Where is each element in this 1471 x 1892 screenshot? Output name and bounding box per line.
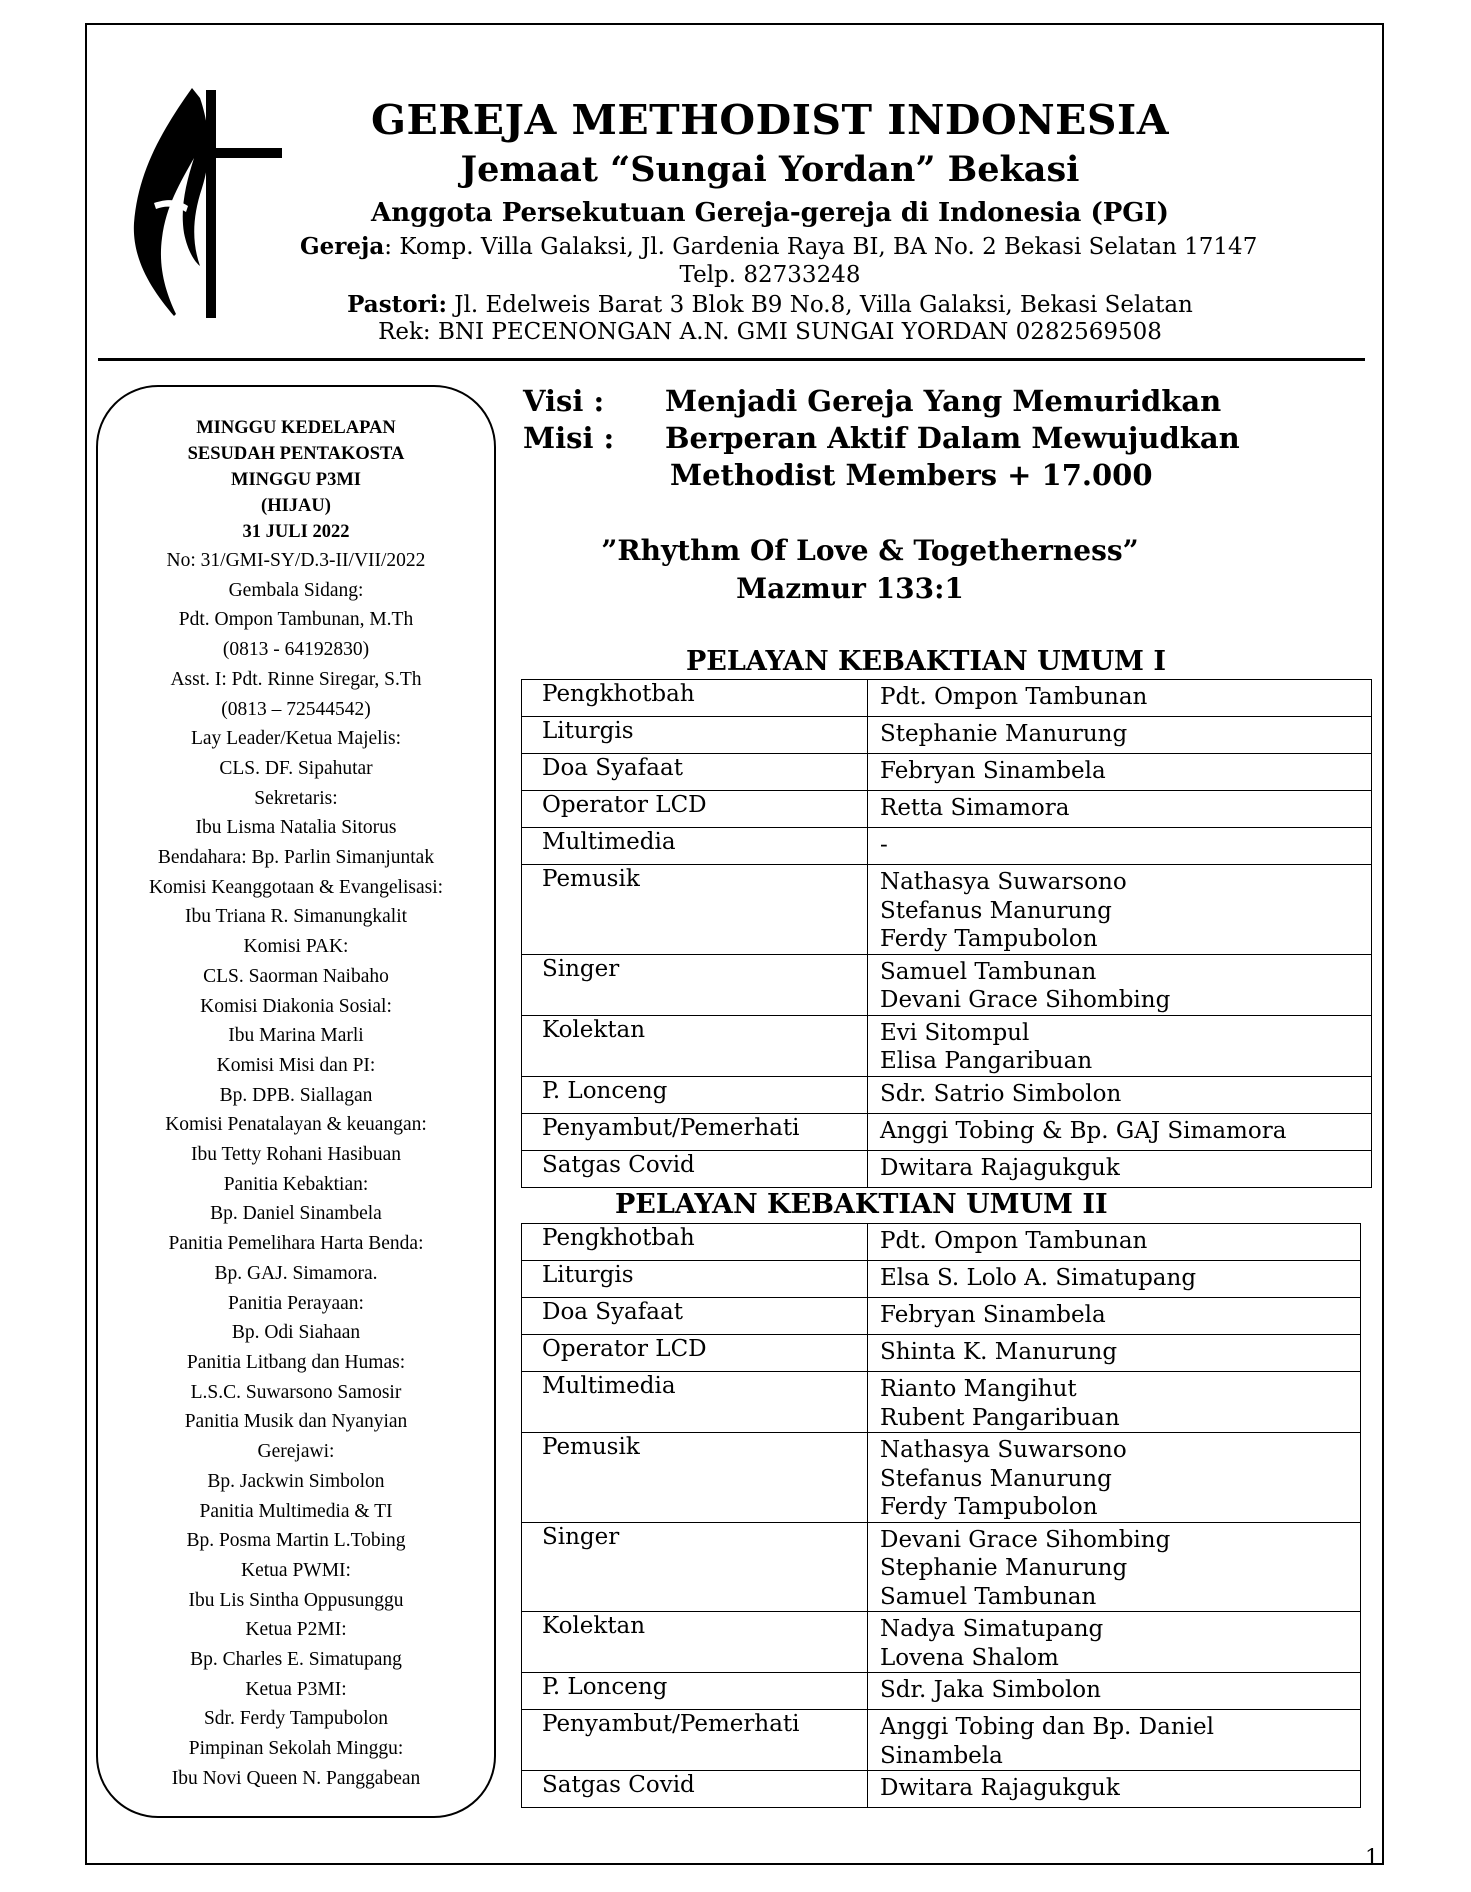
sidebar-line: Bp. Charles E. Simatupang	[190, 1649, 402, 1671]
church-address-label: Gereja	[300, 233, 385, 260]
table-row	[522, 1224, 1361, 1261]
table-row	[522, 828, 1372, 865]
sidebar-line: Ketua P3MI:	[245, 1678, 347, 1700]
sidebar-line: Bp. DPB. Siallagan	[219, 1084, 373, 1106]
visi-text: Menjadi Gereja Yang Memuridkan	[665, 384, 1222, 418]
sidebar-heading-line: MINGGU P3MI	[231, 470, 361, 490]
person-name: Sdr. Jaka Simbolon	[880, 1677, 1101, 1703]
table-row	[522, 680, 1372, 717]
person-name: Rianto Mangihut	[880, 1376, 1077, 1402]
sidebar-line: CLS. DF. Sipahutar	[219, 757, 373, 779]
role-cell: Doa Syafaat	[522, 1298, 868, 1335]
names-cell	[868, 717, 1372, 754]
table-row	[522, 1076, 1372, 1113]
names-cell	[868, 754, 1372, 791]
sidebar-heading-line: SESUDAH PENTAKOSTA	[187, 444, 405, 464]
table-row	[522, 1372, 1361, 1433]
service-1-title: PELAYAN KEBAKTIAN UMUM I	[686, 646, 1166, 677]
names-cell	[868, 865, 1372, 955]
names-cell	[868, 1076, 1372, 1113]
role-cell: P. Lonceng	[522, 1673, 868, 1710]
role-cell: Satgas Covid	[522, 1771, 868, 1808]
table-row	[522, 1673, 1361, 1710]
sidebar-line: Gerejawi:	[257, 1441, 335, 1463]
sidebar-line: Komisi Penatalayan & keuangan:	[165, 1114, 427, 1136]
visi-label: Visi :	[523, 384, 605, 418]
person-name: Elisa Pangaribuan	[880, 1048, 1093, 1074]
service-1-table	[521, 679, 1372, 1188]
names-cell	[868, 1433, 1361, 1523]
table-row	[522, 1522, 1361, 1612]
sidebar-heading-line: MINGGU KEDELAPAN	[196, 418, 396, 438]
role-cell: Pengkhotbah	[522, 1224, 868, 1261]
role-cell: Operator LCD	[522, 1335, 868, 1372]
sidebar-line: Panitia Musik dan Nyanyian	[184, 1411, 408, 1433]
church-name: GEREJA METHODIST INDONESIA	[370, 96, 1170, 144]
person-name: Pdt. Ompon Tambunan	[880, 684, 1148, 710]
role-cell: Penyambut/Pemerhati	[522, 1710, 868, 1771]
document-number: No: 31/GMI-SY/D.3-II/VII/2022	[166, 550, 426, 571]
church-address-line	[300, 233, 1258, 260]
table-row	[522, 1335, 1361, 1372]
person-name: Stefanus Manurung	[880, 897, 1112, 924]
sidebar-line: Pimpinan Sekolah Minggu:	[188, 1738, 404, 1760]
person-name: Sdr. Satrio Simbolon	[880, 1080, 1122, 1107]
misi-text-2: Methodist Members + 17.000	[670, 458, 1153, 492]
names-cell	[868, 1522, 1361, 1612]
table-row	[522, 865, 1372, 955]
names-cell	[868, 954, 1372, 1015]
person-name: Dwitara Rajagukguk	[880, 1154, 1120, 1181]
table-row	[522, 1261, 1361, 1298]
bank-account-line: Rek: BNI PECENONGAN A.N. GMI SUNGAI YORDAN 0282569508	[378, 319, 1162, 345]
sidebar-line: Sdr. Ferdy Tampubolon	[203, 1708, 389, 1730]
sidebar-line: (0813 - 64192830)	[222, 639, 370, 661]
sidebar-line: Ketua PWMI:	[241, 1559, 351, 1581]
sidebar-line: Bp. Posma Martin L.Tobing	[186, 1530, 406, 1552]
names-cell	[868, 1372, 1361, 1433]
sidebar-line: (0813 – 72544542)	[221, 698, 371, 720]
sidebar-line: CLS. Saorman Naibaho	[203, 965, 389, 987]
person-name: Sinambela	[880, 1742, 1003, 1769]
table-row	[522, 1710, 1361, 1771]
sidebar-line: Panitia Kebaktian:	[223, 1173, 369, 1195]
person-name: Stefanus Manurung	[880, 1465, 1112, 1492]
sidebar-line: Ibu Triana R. Simanungkalit	[184, 906, 408, 928]
sidebar-line: Pdt. Ompon Tambunan, M.Th	[178, 609, 414, 631]
sidebar-line: Ibu Marina Marli	[228, 1025, 364, 1047]
person-name: Retta Simamora	[880, 795, 1070, 821]
sidebar-line: Bp. Daniel Sinambela	[210, 1203, 382, 1225]
person-name: Anggi Tobing dan Bp. Daniel	[880, 1714, 1214, 1740]
person-name: Lovena Shalom	[880, 1644, 1059, 1671]
person-name: Devani Grace Sihombing	[880, 987, 1171, 1013]
parsonage-label: Pastori:	[347, 291, 447, 318]
person-name: Febryan Sinambela	[880, 758, 1106, 784]
names-cell	[868, 1113, 1372, 1150]
sidebar-line: Ibu Novi Queen N. Panggabean	[171, 1767, 421, 1789]
role-cell: Penyambut/Pemerhati	[522, 1113, 868, 1150]
names-cell	[868, 1298, 1361, 1335]
sidebar-line: Lay Leader/Ketua Majelis:	[190, 728, 402, 750]
table-row	[522, 1433, 1361, 1523]
service-2-title: PELAYAN KEBAKTIAN UMUM II	[615, 1189, 1108, 1220]
person-name: Febryan Sinambela	[880, 1302, 1106, 1328]
sidebar-line: Komisi Keanggotaan & Evangelisasi:	[148, 876, 444, 898]
page-number: 1	[1365, 1846, 1379, 1871]
person-name: Nathasya Suwarsono	[880, 869, 1127, 895]
names-cell	[868, 1261, 1361, 1298]
table-row	[522, 1015, 1372, 1076]
person-name: Stephanie Manurung	[880, 1555, 1128, 1581]
misi-text: Berperan Aktif Dalam Mewujudkan	[665, 421, 1240, 455]
sidebar-line: Komisi Misi dan PI:	[216, 1054, 376, 1076]
sidebar-heading-line: (HIJAU)	[261, 496, 331, 516]
membership-line: Anggota Persekutuan Gereja-gereja di Indonesia (PGI)	[371, 198, 1169, 228]
person-name: Anggi Tobing & Bp. GAJ Simamora	[880, 1117, 1287, 1144]
role-cell: Operator LCD	[522, 791, 868, 828]
phone-line: Telp. 82733248	[679, 262, 861, 288]
person-name: Nathasya Suwarsono	[880, 1437, 1127, 1463]
sidebar-line: L.S.C. Suwarsono Samosir	[190, 1381, 402, 1403]
role-cell: Multimedia	[522, 828, 868, 865]
table-row	[522, 754, 1372, 791]
person-name: Rubent Pangaribuan	[880, 1404, 1120, 1431]
sidebar-line: Asst. I: Pdt. Rinne Siregar, S.Th	[170, 668, 422, 690]
sidebar-line: Ketua P2MI:	[245, 1619, 347, 1641]
names-cell	[868, 1673, 1361, 1710]
sidebar-line: Panitia Pemelihara Harta Benda:	[168, 1233, 424, 1255]
names-cell	[868, 828, 1372, 865]
table-row	[522, 791, 1372, 828]
parsonage-address: Jl. Edelweis Barat 3 Blok B9 No.8, Villa Galaksi, Bekasi Selatan	[446, 292, 1193, 318]
sidebar-content	[98, 415, 494, 1794]
header-divider	[98, 358, 1365, 361]
person-name: Devani Grace Sihombing	[880, 1526, 1171, 1553]
role-cell: Satgas Covid	[522, 1150, 868, 1187]
names-cell	[868, 680, 1372, 717]
sidebar-line: Panitia Litbang dan Humas:	[186, 1351, 406, 1373]
sidebar-line: Ibu Lisma Natalia Sitorus	[195, 817, 397, 839]
role-cell: Pemusik	[522, 1433, 868, 1523]
service-2-table	[521, 1223, 1361, 1808]
role-cell: Pengkhotbah	[522, 680, 868, 717]
names-cell	[868, 791, 1372, 828]
person-name: Ferdy Tampubolon	[880, 1494, 1098, 1520]
theme-title: ”Rhythm Of Love & Togetherness”	[601, 534, 1139, 567]
table-row	[522, 1150, 1372, 1187]
role-cell: P. Lonceng	[522, 1076, 868, 1113]
sidebar-line: Komisi PAK:	[243, 936, 349, 958]
names-cell	[868, 1612, 1361, 1673]
person-name: Evi Sitompul	[880, 1019, 1030, 1046]
role-cell: Liturgis	[522, 1261, 868, 1298]
role-cell: Kolektan	[522, 1612, 868, 1673]
table-row	[522, 1612, 1361, 1673]
names-cell	[868, 1015, 1372, 1076]
sidebar-line: Bp. Odi Siahaan	[231, 1322, 361, 1344]
person-name: Pdt. Ompon Tambunan	[880, 1228, 1148, 1254]
leadership-sidebar	[96, 385, 496, 1818]
sidebar-line: Bp. Jackwin Simbolon	[207, 1470, 385, 1492]
role-cell: Singer	[522, 1522, 868, 1612]
sidebar-line: Panitia Perayaan:	[228, 1292, 364, 1314]
table-row	[522, 1298, 1361, 1335]
sidebar-line: Sekretaris:	[254, 787, 338, 809]
person-name: Dwitara Rajagukguk	[880, 1775, 1120, 1801]
person-name: Ferdy Tampubolon	[880, 926, 1098, 952]
person-name: Stephanie Manurung	[880, 721, 1128, 747]
table-row	[522, 1771, 1361, 1808]
sidebar-date: 31 JULI 2022	[242, 522, 350, 542]
table-row	[522, 954, 1372, 1015]
sidebar-line: Ibu Tetty Rohani Hasibuan	[190, 1144, 402, 1166]
role-cell: Singer	[522, 954, 868, 1015]
names-cell	[868, 1335, 1361, 1372]
names-cell	[868, 1224, 1361, 1261]
table-row	[522, 717, 1372, 754]
cross-and-flame-logo	[130, 88, 290, 320]
person-name: Nadya Simatupang	[880, 1616, 1104, 1642]
sidebar-line: Panitia Multimedia & TI	[199, 1500, 393, 1522]
congregation-name: Jemaat “Sungai Yordan” Bekasi	[460, 149, 1080, 190]
names-cell	[868, 1150, 1372, 1187]
church-address: : Komp. Villa Galaksi, Jl. Gardenia Raya BI, BA No. 2 Bekasi Selatan 17147	[384, 234, 1258, 260]
role-cell: Pemusik	[522, 865, 868, 955]
sidebar-line: Gembala Sidang:	[228, 579, 364, 601]
role-cell: Multimedia	[522, 1372, 868, 1433]
person-name: Samuel Tambunan	[880, 1583, 1097, 1610]
role-cell: Doa Syafaat	[522, 754, 868, 791]
person-name: Samuel Tambunan	[880, 958, 1097, 985]
role-cell: Liturgis	[522, 717, 868, 754]
sidebar-line: Ibu Lis Sintha Oppusunggu	[188, 1589, 404, 1611]
theme-verse: Mazmur 133:1	[736, 572, 964, 605]
names-cell	[868, 1710, 1361, 1771]
person-name: Elsa S. Lolo A. Simatupang	[880, 1265, 1197, 1291]
misi-label: Misi :	[523, 421, 615, 455]
person-name: -	[880, 832, 888, 858]
names-cell	[868, 1771, 1361, 1808]
sidebar-line: Bp. GAJ. Simamora.	[214, 1262, 378, 1284]
role-cell: Kolektan	[522, 1015, 868, 1076]
leadership-list	[98, 576, 494, 1794]
person-name: Shinta K. Manurung	[880, 1339, 1118, 1365]
parsonage-line	[300, 291, 1240, 318]
table-row	[522, 1113, 1372, 1150]
sidebar-line: Komisi Diakonia Sosial:	[200, 995, 392, 1017]
sidebar-line: Bendahara: Bp. Parlin Simanjuntak	[157, 847, 435, 869]
